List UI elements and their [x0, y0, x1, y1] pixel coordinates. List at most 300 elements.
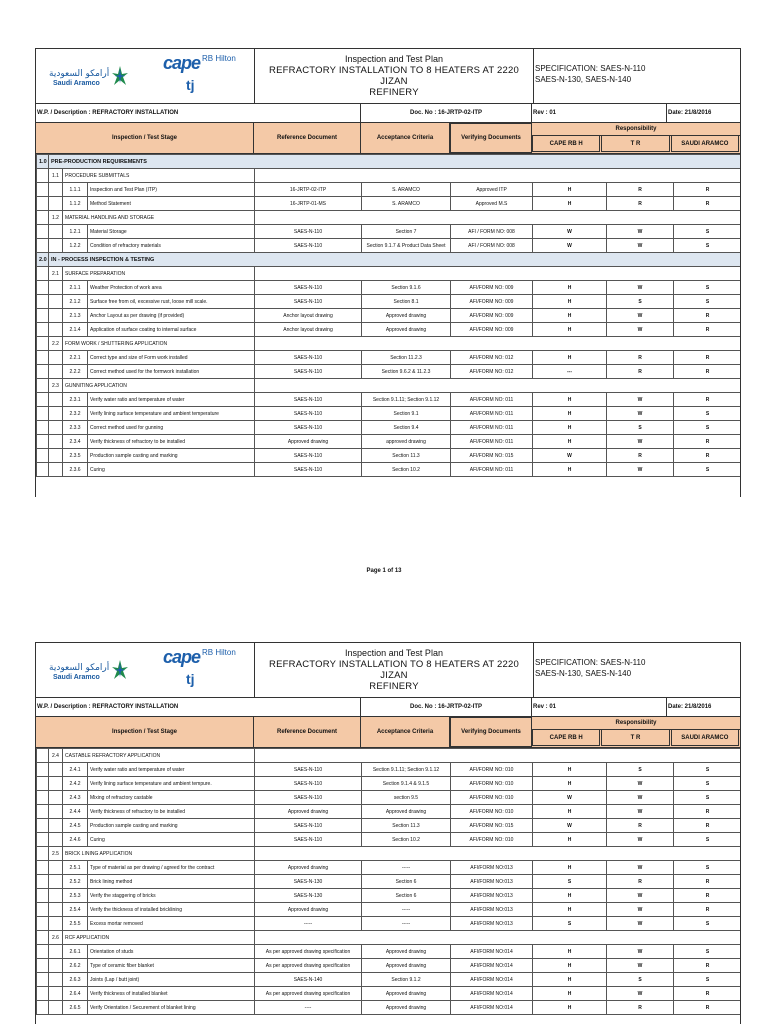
tr-responsibility: R [607, 197, 674, 211]
aramco-responsibility: S [674, 777, 742, 791]
item-description: Condition of refractory materials [88, 239, 255, 253]
aramco-responsibility: R [674, 959, 742, 973]
title-line-1: Inspection and Test Plan [345, 54, 443, 64]
verifying-document: AFI/FORM NO: 011 [451, 463, 533, 477]
cape-responsibility: H [533, 421, 607, 435]
cape-responsibility: H [533, 1001, 607, 1015]
cape-responsibility: H [533, 987, 607, 1001]
item-number: 1.2.2 [63, 239, 88, 253]
indent-cell [37, 379, 49, 393]
reference-document: SAES-N-110 [255, 777, 362, 791]
cape-responsibility: W [533, 449, 607, 463]
subsection-row [37, 267, 742, 281]
item-number: 2.1.3 [63, 309, 88, 323]
item-number: 2.3.6 [63, 463, 88, 477]
aramco-responsibility: R [674, 1001, 742, 1015]
indent-cell [37, 959, 49, 973]
item-number: 2.5.3 [63, 889, 88, 903]
verifying-document: AFI/FORM NO:013 [451, 917, 533, 931]
aramco-responsibility: R [674, 309, 742, 323]
item-description: Weather Protection of work area [88, 281, 255, 295]
item-number: 2.4.1 [63, 763, 88, 777]
acceptance-criteria: Section 11.2.3 [362, 351, 451, 365]
acceptance-criteria: Approved drawing [362, 945, 451, 959]
acceptance-criteria: Section 6 [362, 889, 451, 903]
subsection-title: CASTABLE REFRACTORY APPLICATION [63, 749, 255, 763]
title-line-1: Inspection and Test Plan [345, 648, 443, 658]
item-description: Joints (Lap / butt joint) [88, 973, 255, 987]
subsection-number: 2.3 [49, 379, 63, 393]
tr-responsibility: W [607, 281, 674, 295]
verifying-document: AFI/FORM NO: 015 [451, 819, 533, 833]
tr-responsibility: W [607, 861, 674, 875]
item-description: Verify thickness of refractory to be installed [88, 805, 255, 819]
reference-document: Approved drawing [255, 805, 362, 819]
table-row [37, 763, 742, 777]
indent-cell [37, 239, 49, 253]
subsection-row [37, 379, 742, 393]
logo-area [36, 643, 255, 697]
item-description: Verify water ratio and temperature of water [88, 763, 255, 777]
item-number: 2.6.4 [63, 987, 88, 1001]
subsection-number: 2.4 [49, 749, 63, 763]
item-description: Curing [88, 463, 255, 477]
table-row [37, 777, 742, 791]
item-number: 2.6.5 [63, 1001, 88, 1015]
cape-responsibility: H [533, 805, 607, 819]
table-row [37, 295, 742, 309]
verifying-document: AFI/FORM NO: 015 [451, 449, 533, 463]
aramco-responsibility: S [674, 225, 742, 239]
reference-document: As per approved drawing specification [255, 987, 362, 1001]
tr-responsibility: R [607, 449, 674, 463]
item-description: Mixing of refractory castable [88, 791, 255, 805]
acceptance-criteria: Section 9.1.6 [362, 281, 451, 295]
reference-document: SAES-N-130 [255, 889, 362, 903]
item-number: 2.6.1 [63, 945, 88, 959]
work-package-label: W.P. / Description : REFRACTORY INSTALLATION [36, 698, 361, 716]
tr-responsibility: W [607, 777, 674, 791]
indent-cell [49, 833, 63, 847]
reference-document: Anchor layout drawing [255, 323, 362, 337]
cape-responsibility: S [533, 917, 607, 931]
document-title [255, 49, 534, 103]
col-stage: Inspection / Test Stage [36, 717, 254, 747]
table-row [37, 463, 742, 477]
cape-responsibility: H [533, 833, 607, 847]
reference-document: SAES-N-110 [255, 225, 362, 239]
acceptance-criteria: approved drawing [362, 435, 451, 449]
aramco-responsibility: R [674, 819, 742, 833]
item-number: 2.3.5 [63, 449, 88, 463]
indent-cell [37, 351, 49, 365]
item-description: Verify thickness of refractory to be installed [88, 435, 255, 449]
itp-sheet-2 [35, 642, 741, 1024]
subsection-number: 1.2 [49, 211, 63, 225]
item-description: Correct method used for the formwork installation [88, 365, 255, 379]
indent-cell [49, 889, 63, 903]
section-number: 1.0 [37, 155, 49, 169]
item-description: Surface free from oil, excessive rust, loose mill scale. [88, 295, 255, 309]
aramco-responsibility: R [674, 449, 742, 463]
item-description: Curing [88, 833, 255, 847]
indent-cell [49, 365, 63, 379]
indent-cell [37, 847, 49, 861]
verifying-document: AFI/FORM NO: 011 [451, 435, 533, 449]
verifying-document: AFI/FORM NO:013 [451, 903, 533, 917]
tj-logo: tj [186, 77, 195, 93]
tr-responsibility: W [607, 435, 674, 449]
tr-responsibility: W [607, 987, 674, 1001]
indent-cell [37, 267, 49, 281]
indent-cell [37, 973, 49, 987]
tr-responsibility: S [607, 973, 674, 987]
table-row [37, 1001, 742, 1015]
acceptance-criteria: Section 9.1 [362, 407, 451, 421]
acceptance-criteria: Section 9.1.11; Section 9.1.12 [362, 393, 451, 407]
indent-cell [37, 169, 49, 183]
column-header-row [36, 123, 740, 154]
item-number: 2.2.2 [63, 365, 88, 379]
indent-cell [37, 295, 49, 309]
reference-document: SAES-N-110 [255, 365, 362, 379]
title-line-3: REFINERY [369, 87, 419, 98]
indent-cell [37, 931, 49, 945]
acceptance-criteria: section 9.5 [362, 791, 451, 805]
indent-cell [37, 337, 49, 351]
reference-document: SAES-N-110 [255, 449, 362, 463]
indent-cell [37, 889, 49, 903]
blank-cell [255, 337, 742, 351]
blank-cell [255, 379, 742, 393]
table-row [37, 197, 742, 211]
item-number: 2.3.3 [63, 421, 88, 435]
verifying-document: AFI/FORM NO: 009 [451, 295, 533, 309]
item-description: Verify Orientation / Securement of blanket lining [88, 1001, 255, 1015]
tr-responsibility: W [607, 393, 674, 407]
tr-responsibility: W [607, 239, 674, 253]
reference-document: SAES-N-110 [255, 819, 362, 833]
aramco-responsibility: S [674, 763, 742, 777]
indent-cell [37, 861, 49, 875]
indent-cell [37, 183, 49, 197]
item-description: Inspection and Test Plan (ITP) [88, 183, 255, 197]
acceptance-criteria: ----- [362, 903, 451, 917]
indent-cell [37, 945, 49, 959]
cape-logo: cape [163, 647, 201, 667]
blank-cell [255, 267, 742, 281]
cape-responsibility: H [533, 777, 607, 791]
responsibility-label: Responsibility [532, 123, 740, 136]
table-row [37, 449, 742, 463]
cape-responsibility: H [533, 889, 607, 903]
spec-line-2: SAES-N-130, SAES-N-140 [535, 75, 632, 84]
aramco-english-logo: Saudi Aramco [53, 80, 100, 87]
reference-document: SAES-N-140 [255, 973, 362, 987]
acceptance-criteria: Section 10.2 [362, 833, 451, 847]
aramco-arabic-logo: أرامكو السعودية [49, 69, 110, 79]
page-number: Page 1 of 13 [366, 568, 402, 574]
item-number: 2.5.5 [63, 917, 88, 931]
subsection-number: 1.1 [49, 169, 63, 183]
col-responsibility [532, 123, 740, 153]
tr-responsibility: W [607, 407, 674, 421]
indent-cell [37, 407, 49, 421]
verifying-document: AFI/FORM NO:013 [451, 861, 533, 875]
reference-document: SAES-N-110 [255, 295, 362, 309]
aramco-responsibility: S [674, 239, 742, 253]
section-number: 2.0 [37, 253, 49, 267]
indent-cell [49, 987, 63, 1001]
acceptance-criteria: Section 9.1.2 [362, 973, 451, 987]
reference-document: SAES-N-110 [255, 351, 362, 365]
tr-responsibility: W [607, 945, 674, 959]
cape-responsibility: H [533, 183, 607, 197]
item-number: 2.5.4 [63, 903, 88, 917]
acceptance-criteria: Section 11.3 [362, 449, 451, 463]
aramco-responsibility: R [674, 889, 742, 903]
aramco-responsibility: R [674, 875, 742, 889]
indent-cell [37, 819, 49, 833]
aramco-responsibility: R [674, 197, 742, 211]
sheet-header [36, 49, 740, 104]
item-description: Orientation of studs [88, 945, 255, 959]
indent-cell [37, 323, 49, 337]
tr-responsibility: S [607, 421, 674, 435]
rb-hilton-logo: RB Hilton [202, 54, 236, 63]
indent-cell [49, 945, 63, 959]
cape-responsibility: S [533, 875, 607, 889]
col-verifying: Verifying Documents [450, 717, 532, 747]
verifying-document: AFI/FORM NO:014 [451, 1001, 533, 1015]
table-row [37, 987, 742, 1001]
item-description: Verify the thickness of installed bricklining [88, 903, 255, 917]
aramco-responsibility: S [674, 945, 742, 959]
indent-cell [49, 903, 63, 917]
table-row [37, 833, 742, 847]
subsection-title: FORM WORK / SHUTTERING APPLICATION [63, 337, 255, 351]
acceptance-criteria: Approved drawing [362, 309, 451, 323]
subsection-row [37, 931, 742, 945]
col-tr: T R [601, 730, 669, 746]
indent-cell [49, 973, 63, 987]
cape-responsibility: --- [533, 365, 607, 379]
acceptance-criteria: Approved drawing [362, 987, 451, 1001]
indent-cell [37, 917, 49, 931]
acceptance-criteria: Approved drawing [362, 323, 451, 337]
item-description: Correct type and size of Form work installed [88, 351, 255, 365]
item-description: Anchor Layout as per drawing (if provided) [88, 309, 255, 323]
item-number: 2.6.2 [63, 959, 88, 973]
indent-cell [37, 763, 49, 777]
aramco-responsibility: S [674, 861, 742, 875]
acceptance-criteria: Approved drawing [362, 1001, 451, 1015]
table-row [37, 281, 742, 295]
col-reference: Reference Document [254, 717, 361, 747]
verifying-document: AFI/FORM NO:013 [451, 875, 533, 889]
indent-cell [49, 861, 63, 875]
logo-area [36, 49, 255, 103]
item-description: Verify lining surface temperature and ambient temperature [88, 407, 255, 421]
subsection-row [37, 847, 742, 861]
item-description: Material Storage [88, 225, 255, 239]
aramco-star-icon [111, 65, 129, 87]
table-row [37, 407, 742, 421]
verifying-document: AFI/FORM NO:014 [451, 973, 533, 987]
tr-responsibility: S [607, 295, 674, 309]
aramco-star-icon [111, 659, 129, 681]
verifying-document: AFI/FORM NO:014 [451, 959, 533, 973]
date: Date: 21/8/2016 [668, 704, 712, 710]
cape-responsibility: H [533, 309, 607, 323]
indent-cell [49, 393, 63, 407]
cape-responsibility: W [533, 225, 607, 239]
table-row [37, 435, 742, 449]
reference-document: Approved drawing [255, 435, 362, 449]
aramco-responsibility: S [674, 791, 742, 805]
item-number: 2.5.1 [63, 861, 88, 875]
reference-document: SAES-N-110 [255, 833, 362, 847]
indent-cell [49, 917, 63, 931]
cape-responsibility: H [533, 393, 607, 407]
verifying-document: AFI/FORM NO: 010 [451, 763, 533, 777]
aramco-responsibility: R [674, 393, 742, 407]
acceptance-criteria: Section 10.2 [362, 463, 451, 477]
subsection-number: 2.5 [49, 847, 63, 861]
indent-cell [49, 225, 63, 239]
indent-cell [49, 351, 63, 365]
subsection-row [37, 211, 742, 225]
acceptance-criteria: Section 11.3 [362, 819, 451, 833]
subsection-title: SURFACE PREPARATION [63, 267, 255, 281]
table-row [37, 225, 742, 239]
reference-document: 16-JRTP-01-MS [255, 197, 362, 211]
tr-responsibility: W [607, 889, 674, 903]
aramco-responsibility: R [674, 987, 742, 1001]
specification-box [534, 49, 740, 103]
indent-cell [49, 435, 63, 449]
indent-cell [37, 365, 49, 379]
col-acceptance: Acceptance Criteria [361, 717, 450, 747]
subsection-title: BRICK LINING APPLICATION [63, 847, 255, 861]
acceptance-criteria: S. ARAMCO [362, 197, 451, 211]
indent-cell [49, 239, 63, 253]
doc-number: Doc. No : 16-JRTP-02-ITP [361, 698, 532, 716]
specification-box [534, 643, 740, 697]
cape-responsibility: H [533, 351, 607, 365]
table-row [37, 421, 742, 435]
tr-responsibility: W [607, 791, 674, 805]
indent-cell [37, 211, 49, 225]
item-description: Correct method used for gunning [88, 421, 255, 435]
indent-cell [37, 1001, 49, 1015]
verifying-document: AFI/FORM NO: 010 [451, 791, 533, 805]
col-cape: CAPE RB H [532, 136, 600, 152]
table-row [37, 945, 742, 959]
cape-responsibility: H [533, 435, 607, 449]
item-number: 2.1.1 [63, 281, 88, 295]
indent-cell [37, 449, 49, 463]
cape-responsibility: H [533, 407, 607, 421]
table-row [37, 365, 742, 379]
cape-responsibility: H [533, 973, 607, 987]
tr-responsibility: W [607, 833, 674, 847]
item-number: 2.2.1 [63, 351, 88, 365]
item-number: 2.4.4 [63, 805, 88, 819]
item-description: Verify the staggering of bricks [88, 889, 255, 903]
responsibility-label: Responsibility [532, 717, 740, 730]
title-line-2: REFRACTORY INSTALLATION TO 8 HEATERS AT 2220 JIZAN [269, 659, 519, 681]
col-tr: T R [601, 136, 669, 152]
aramco-responsibility: S [674, 295, 742, 309]
reference-document: 16-JRTP-02-ITP [255, 183, 362, 197]
indent-cell [37, 225, 49, 239]
reference-document: ----- [255, 917, 362, 931]
cape-responsibility: H [533, 463, 607, 477]
document-title [255, 643, 534, 697]
verifying-document: AFI/FORM NO:013 [451, 889, 533, 903]
table-row [37, 791, 742, 805]
reference-document: As per approved drawing specification [255, 945, 362, 959]
acceptance-criteria: ----- [362, 917, 451, 931]
indent-cell [37, 777, 49, 791]
indent-cell [49, 463, 63, 477]
item-number: 2.3.2 [63, 407, 88, 421]
tr-responsibility: W [607, 323, 674, 337]
item-number: 2.3.1 [63, 393, 88, 407]
cape-responsibility: W [533, 791, 607, 805]
item-number: 2.4.6 [63, 833, 88, 847]
reference-document: SAES-N-110 [255, 393, 362, 407]
acceptance-criteria: Approved drawing [362, 959, 451, 973]
cape-responsibility: W [533, 239, 607, 253]
item-number: 2.4.3 [63, 791, 88, 805]
verifying-document: AFI/FORM NO: 010 [451, 833, 533, 847]
indent-cell [49, 449, 63, 463]
blank-cell [255, 211, 742, 225]
spec-line-1: SPECIFICATION: SAES-N-110 [535, 64, 646, 73]
meta-row [36, 698, 740, 717]
table-row [37, 309, 742, 323]
table-row [37, 393, 742, 407]
indent-cell [49, 777, 63, 791]
cape-responsibility: H [533, 281, 607, 295]
section-row [37, 155, 742, 169]
tj-logo: tj [186, 671, 195, 687]
col-reference: Reference Document [254, 123, 361, 153]
aramco-responsibility: R [674, 365, 742, 379]
verifying-document: Approved ITP [451, 183, 533, 197]
verifying-document: AFI/FORM NO: 011 [451, 393, 533, 407]
aramco-responsibility: S [674, 973, 742, 987]
section-title: PRE-PRODUCTION REQUIREMENTS [49, 155, 742, 169]
tr-responsibility: R [607, 819, 674, 833]
verifying-document: AFI/FORM NO: 010 [451, 777, 533, 791]
item-description: Verify water ratio and temperature of water [88, 393, 255, 407]
reference-document: Approved drawing [255, 903, 362, 917]
indent-cell [49, 763, 63, 777]
blank-cell [255, 931, 742, 945]
reference-document: SAES-N-110 [255, 281, 362, 295]
verifying-document: AFI/FORM NO: 011 [451, 421, 533, 435]
itp-sheet-1 [35, 48, 741, 497]
item-number: 2.3.4 [63, 435, 88, 449]
col-acceptance: Acceptance Criteria [361, 123, 450, 153]
indent-cell [49, 791, 63, 805]
acceptance-criteria: S. ARAMCO [362, 183, 451, 197]
section-title: IN - PROCESS INSPECTION & TESTING [49, 253, 742, 267]
subsection-row [37, 169, 742, 183]
